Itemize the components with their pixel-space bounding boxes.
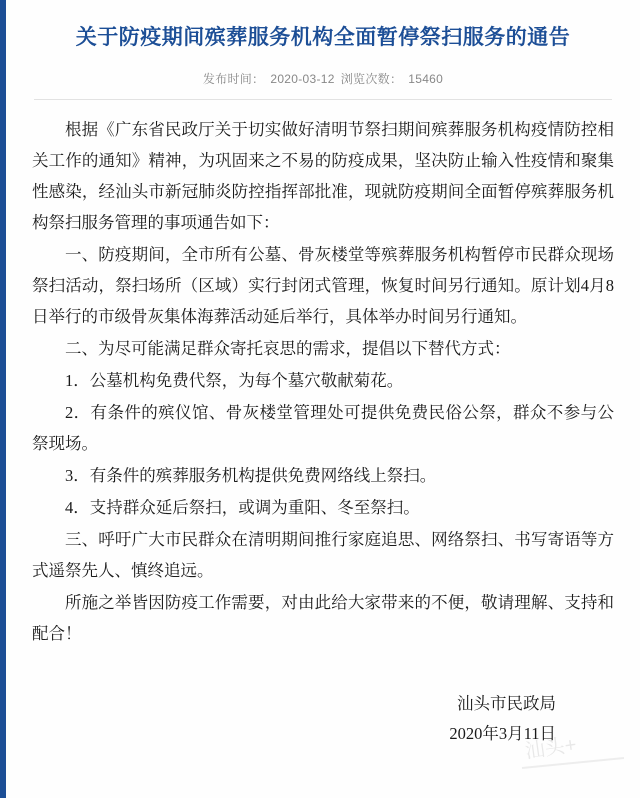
document-meta: [32, 70, 614, 87]
document-content: [6, 0, 640, 798]
paragraph: 三、呼吁广大市民群众在清明期间推行家庭追思、网络祭扫、书写寄语等方式遥祭先人、慎终追远。: [32, 530, 614, 580]
views-label: 浏览次数：: [340, 72, 403, 86]
paragraph: 一、防疫期间，全市所有公墓、骨灰楼堂等殡葬服务机构暂停市民群众现场祭扫活动，祭扫场所（区域）实行封闭式管理，恢复时间另行通知。原计划4月8日举行的市级骨灰集体海葬活动延后举行，具体举办时间另行通知。: [32, 245, 614, 326]
paragraph: 4．支持群众延后祭扫，或调为重阳、冬至祭扫。: [65, 498, 420, 517]
paragraph: 所施之举皆因防疫工作需要，对由此给大家带来的不便，敬请理解、支持和配合！: [32, 593, 614, 643]
signature-organization: 汕头市民政局: [457, 694, 556, 713]
paragraph: 3．有条件的殡葬服务机构提供免费网络线上祭扫。: [65, 466, 437, 485]
page-title: 关于防疫期间殡葬服务机构全面暂停祭扫服务的通告: [75, 26, 571, 49]
publish-time-value: 2020-03-12: [270, 72, 335, 86]
paragraph: 根据《广东省民政厅关于切实做好清明节祭扫期间殡葬服务机构疫情防控相关工作的通知》精神，为巩固来之不易的防疫成果，坚决防止输入性疫情和聚集性感染，经汕头市新冠肺炎防控指挥部批准，现就防疫期间全面暂停殡葬服务机构祭扫服务管理的事项通告如下：: [32, 120, 614, 232]
paragraph: 二、为尽可能满足群众寄托哀思的需求，提倡以下替代方式：: [65, 339, 511, 358]
signature-date: 2020年3月11日: [449, 724, 556, 743]
paragraph: 2．有条件的殡仪馆、骨灰楼堂管理处可提供免费民俗公祭，群众不参与公祭现场。: [32, 403, 614, 453]
header-divider: [34, 99, 612, 100]
paragraph: 1．公墓机构免费代祭，为每个墓穴敬献菊花。: [65, 371, 404, 390]
signature-block: [32, 689, 614, 749]
document-body: [32, 114, 614, 649]
watermark-text: 汕头+: [523, 733, 578, 763]
publish-time-label: 发布时间：: [202, 72, 265, 86]
views-value: 15460: [408, 72, 444, 86]
